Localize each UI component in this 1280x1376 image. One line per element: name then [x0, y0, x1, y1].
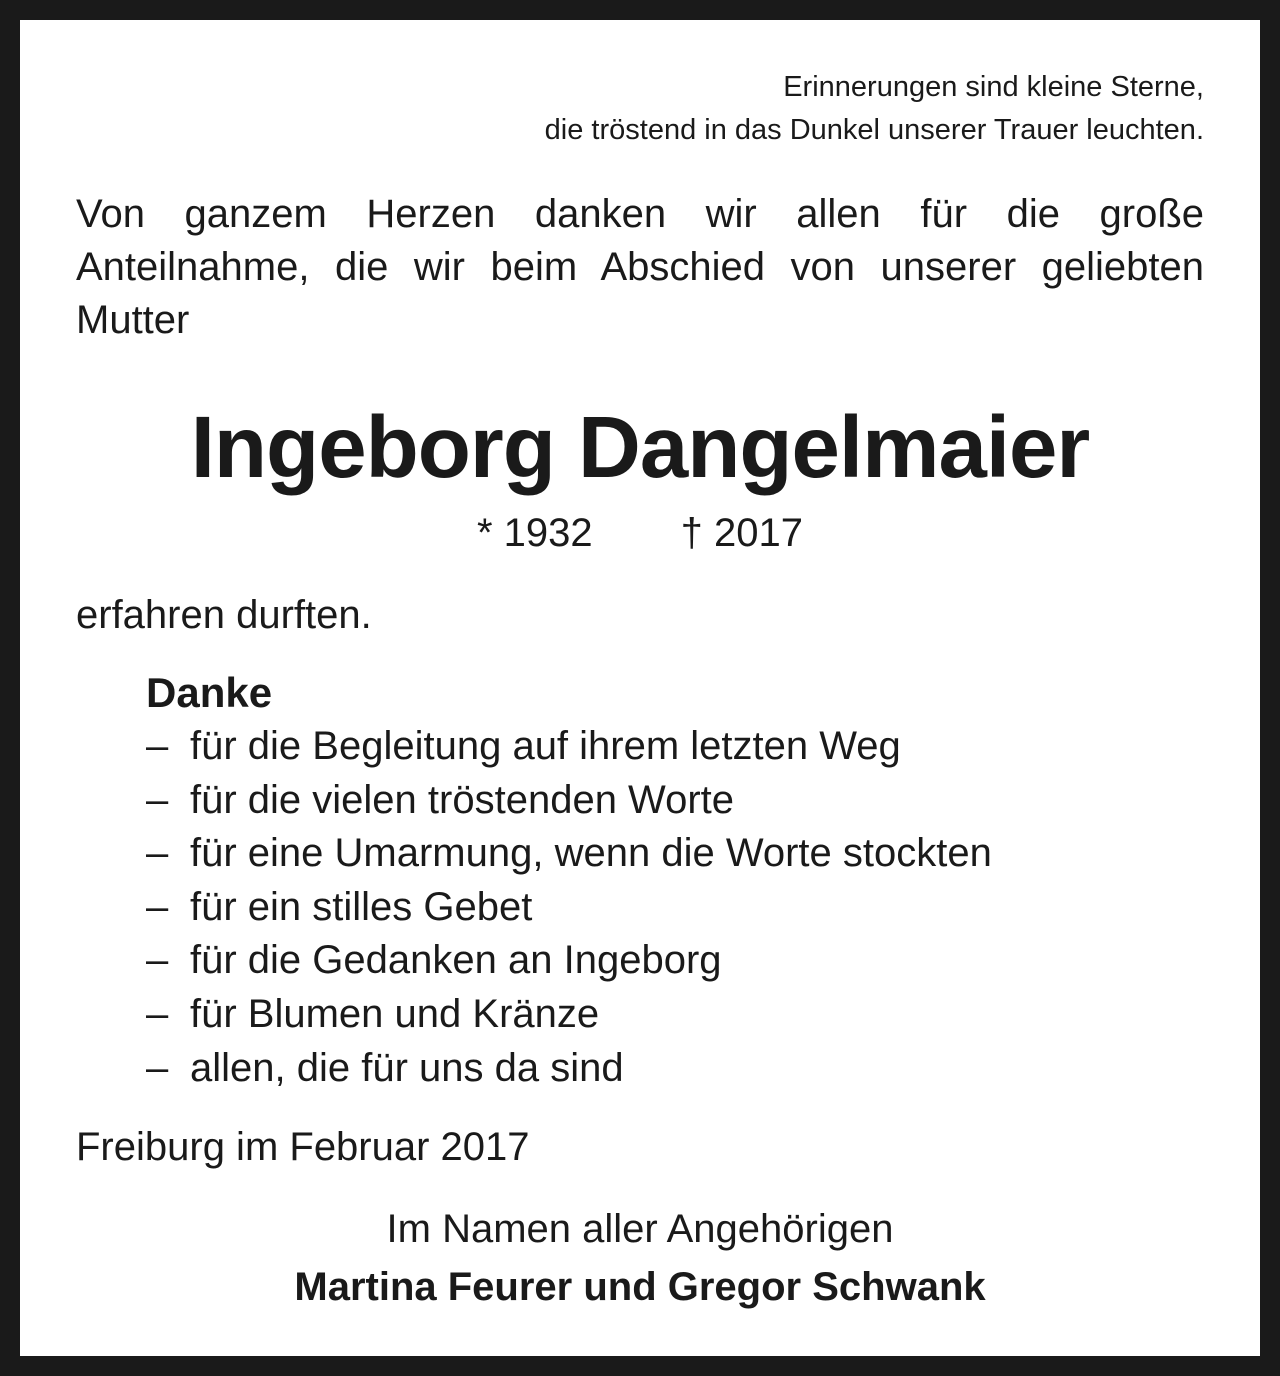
thanks-list-item: [146, 934, 992, 988]
list-dash: –: [146, 831, 169, 876]
thanks-list-item: [146, 1042, 992, 1096]
thanks-item-text: für Blumen und Kränze: [190, 991, 600, 1036]
deceased-name: Ingeborg Dangelmaier: [190, 399, 1090, 496]
list-dash: –: [146, 938, 169, 983]
thanks-item-text: für die Begleitung auf ihrem letzten Weg: [190, 724, 901, 768]
obituary-notice: [20, 20, 1260, 1356]
life-dates: [20, 508, 1260, 558]
signoff-line: Im Namen aller Angehörigen: [386, 1207, 894, 1251]
thanks-list-item: [146, 827, 992, 881]
place-and-date: Freiburg im Februar 2017: [76, 1125, 530, 1169]
thanks-intro: [76, 188, 1204, 347]
thanks-item-text: allen, die für uns da sind: [190, 1045, 624, 1090]
birth-year: * 1932: [476, 511, 593, 555]
list-dash: –: [146, 991, 169, 1036]
thanks-list-item: [146, 881, 992, 935]
quote-line-1: Erinnerungen sind kleine Sterne,: [783, 71, 1204, 103]
signers-names: Martina Feurer und Gregor Schwank: [294, 1265, 986, 1309]
thanks-list-item: [146, 774, 992, 828]
memorial-quote: [545, 66, 1204, 152]
list-dash: –: [146, 724, 169, 768]
list-dash: –: [146, 777, 169, 822]
intro-line-3: Mutter: [76, 298, 190, 342]
list-dash: –: [146, 884, 169, 929]
death-year: † 2017: [680, 511, 803, 555]
intro-line-1: Von ganzem Herzen danken wir allen für die große: [76, 192, 1204, 236]
thanks-item-text: für die vielen tröstenden Worte: [190, 777, 735, 822]
intro-continuation: erfahren durften.: [76, 593, 372, 637]
thanks-title: Danke: [146, 669, 273, 716]
quote-line-2: die tröstend in das Dunkel unserer Trauer leuchten.: [544, 114, 1204, 146]
thanks-list: [146, 720, 992, 1095]
thanks-item-text: für eine Umarmung, wenn die Worte stockten: [190, 831, 992, 876]
list-dash: –: [146, 1045, 169, 1090]
thanks-item-text: für die Gedanken an Ingeborg: [190, 938, 722, 983]
thanks-list-item: [146, 988, 992, 1042]
intro-line-2: Anteilnahme, die wir beim Abschied von unserer geliebten: [76, 245, 1204, 289]
thanks-item-text: für ein stilles Gebet: [190, 884, 533, 929]
thanks-list-item: [146, 720, 992, 774]
thanks-section: [146, 666, 992, 1095]
